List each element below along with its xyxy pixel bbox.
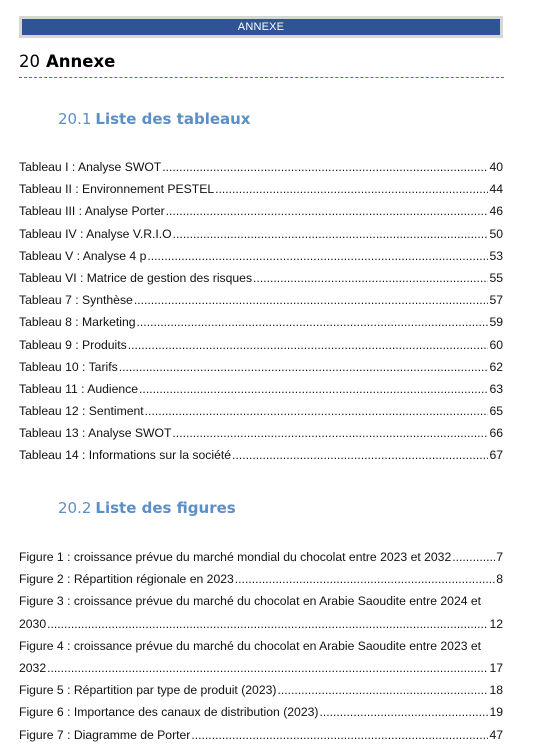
figure-entry-label: Figure 6 : Importance des canaux de distribution (2023) (19, 705, 319, 720)
figure-entry-page: 19 (489, 705, 503, 720)
figure-entry[interactable] (19, 679, 503, 701)
dot-leader (137, 311, 489, 333)
table-entry-label: Tableau 7 : Synthèse (19, 293, 133, 308)
dot-leader (319, 701, 488, 723)
table-entry-label: Tableau VI : Matrice de gestion des risques (19, 270, 253, 285)
dot-leader (232, 444, 488, 466)
dot-leader (166, 200, 489, 222)
table-entry-label: Tableau 10 : Tarifs (19, 359, 118, 374)
section-heading (19, 52, 504, 78)
table-entry-label: Tableau 13 : Analyse SWOT (19, 426, 172, 441)
section-number: 20 (19, 52, 40, 71)
dot-leader (172, 422, 488, 444)
table-entry[interactable] (19, 267, 503, 289)
table-entry[interactable] (19, 223, 503, 245)
table-entry-page: 66 (489, 426, 503, 441)
dot-leader (47, 613, 488, 635)
dot-leader (134, 289, 489, 311)
table-entry[interactable] (19, 356, 503, 378)
figure-entry[interactable] (19, 590, 503, 634)
table-entry-label: Tableau V : Analyse 4 p (19, 248, 147, 263)
figures-heading (58, 499, 236, 517)
table-entry-page: 59 (489, 315, 503, 330)
figure-entry-label: Figure 3 : croissance prévue du marché du chocolat en Arabie Saoudite entre 2024 et (19, 594, 482, 609)
figures-heading-title: Liste des figures (95, 499, 236, 517)
table-entry-page: 63 (489, 381, 503, 396)
figure-entry-page: 18 (489, 683, 503, 698)
table-entry[interactable] (19, 156, 503, 178)
dot-leader (119, 356, 489, 378)
dot-leader (47, 657, 488, 679)
figures-list (19, 546, 503, 746)
figure-entry[interactable] (19, 568, 503, 590)
table-entry-label: Tableau 9 : Produits (19, 337, 127, 352)
dot-leader (253, 267, 488, 289)
figure-entry-continuation-label: 2032 (19, 660, 47, 675)
table-entry-label: Tableau 14 : Informations sur la société (19, 448, 232, 463)
figure-entry-page: 47 (489, 727, 503, 742)
table-entry-page: 60 (489, 337, 503, 352)
figure-entry-continuation-page: 17 (489, 660, 503, 675)
table-entry-label: Tableau 8 : Marketing (19, 315, 136, 330)
tables-heading-number: 20.1 (58, 110, 92, 128)
table-entry-label: Tableau 11 : Audience (19, 381, 139, 396)
table-entry-page: 55 (489, 270, 503, 285)
tables-heading-title: Liste des tableaux (95, 110, 251, 128)
figure-entry[interactable] (19, 635, 503, 679)
figure-entry-continuation (19, 613, 503, 635)
figure-entry[interactable] (19, 701, 503, 723)
dot-leader (191, 724, 488, 746)
dot-leader (215, 178, 488, 200)
table-entry-page: 65 (489, 404, 503, 419)
figure-entry-label: Figure 7 : Diagramme de Porter (19, 727, 191, 742)
dot-leader (145, 400, 489, 422)
figure-entry-continuation (19, 657, 503, 679)
dot-leader (147, 245, 488, 267)
table-entry[interactable] (19, 200, 503, 222)
table-entry[interactable] (19, 378, 503, 400)
header-banner (19, 16, 503, 38)
table-entry-label: Tableau II : Environnement PESTEL (19, 182, 215, 197)
table-entry[interactable] (19, 422, 503, 444)
tables-heading (58, 110, 250, 128)
figure-entry-label: Figure 1 : croissance prévue du marché mondial du chocolat entre 2023 et 2032 (19, 550, 452, 564)
table-entry-label: Tableau IV : Analyse V.R.I.O (19, 226, 172, 241)
figure-entry[interactable] (19, 724, 503, 746)
table-entry-page: 44 (489, 182, 503, 197)
dot-leader (128, 334, 489, 356)
table-entry[interactable] (19, 400, 503, 422)
table-entry-page: 46 (489, 204, 503, 219)
dot-leader (139, 378, 488, 400)
table-entry[interactable] (19, 444, 503, 466)
table-entry-page: 62 (489, 359, 503, 374)
section-title: Annexe (46, 52, 116, 71)
figure-entry-continuation-page: 12 (489, 616, 503, 631)
table-entry[interactable] (19, 178, 503, 200)
dot-leader (162, 156, 488, 178)
dot-leader (452, 546, 495, 568)
table-entry-page: 40 (489, 160, 503, 174)
table-entry-label: Tableau 12 : Sentiment (19, 404, 144, 419)
banner-label: ANNEXE (22, 19, 500, 35)
figure-entry-page: 7 (496, 550, 503, 564)
table-entry[interactable] (19, 334, 503, 356)
figure-entry-page: 8 (496, 572, 503, 587)
table-entry-label: Tableau III : Analyse Porter (19, 204, 165, 219)
dot-leader (277, 679, 488, 701)
table-entry[interactable] (19, 289, 503, 311)
figure-entry-label: Figure 2 : Répartition régionale en 2023 (19, 572, 234, 587)
table-entry-page: 50 (489, 226, 503, 241)
table-entry[interactable] (19, 245, 503, 267)
table-entry-page: 67 (489, 448, 503, 463)
figure-entry-continuation-label: 2030 (19, 616, 47, 631)
dot-leader (173, 223, 489, 245)
table-entry[interactable] (19, 311, 503, 333)
table-entry-page: 57 (489, 293, 503, 308)
table-entry-page: 53 (489, 248, 503, 263)
table-entry-label: Tableau I : Analyse SWOT (19, 160, 162, 174)
figure-entry-label: Figure 4 : croissance prévue du marché du chocolat en Arabie Saoudite entre 2023 et (19, 638, 482, 653)
tables-list (19, 156, 503, 467)
figure-entry[interactable] (19, 546, 503, 568)
figures-heading-number: 20.2 (58, 499, 92, 517)
dot-leader (235, 568, 495, 590)
figure-entry-label: Figure 5 : Répartition par type de produit (2023) (19, 683, 277, 698)
